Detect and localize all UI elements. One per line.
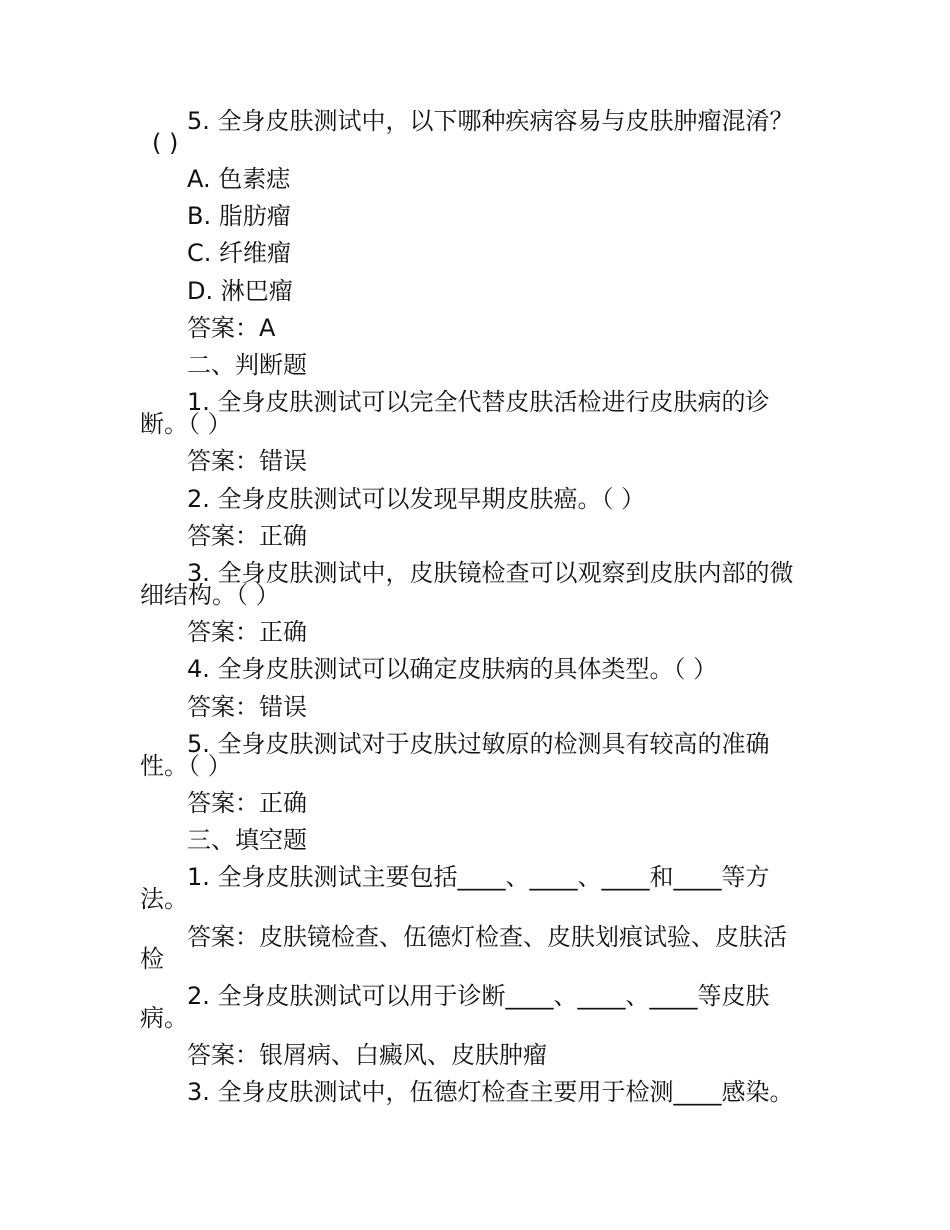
question-tf-5: 5. 全身皮肤测试对于皮肤过敏原的检测具有较高的准确 — [187, 730, 770, 758]
question-tf-2: 2. 全身皮肤测试可以发现早期皮肤癌。（ ） — [187, 485, 646, 513]
answer-fill-1: 答案：皮肤镜检查、伍德灯检查、皮肤划痕试验、皮肤活 — [187, 923, 787, 951]
option-c: C. 纤维瘤 — [187, 239, 292, 267]
answer-mc-5: 答案：A — [187, 314, 276, 342]
answer-tf-5: 答案：正确 — [187, 789, 307, 817]
question-tf-1: 1. 全身皮肤测试可以完全代替皮肤活检进行皮肤病的诊 — [187, 388, 770, 416]
section-heading-fill-in: 三、填空题 — [187, 826, 307, 854]
question-tf-4: 4. 全身皮肤测试可以确定皮肤病的具体类型。（ ） — [187, 655, 718, 683]
answer-tf-3: 答案：正确 — [187, 618, 307, 646]
section-heading-true-false: 二、判断题 — [187, 351, 307, 379]
question-tf-3: 3. 全身皮肤测试中，皮肤镜检查可以观察到皮肤内部的微 — [187, 559, 794, 587]
question-fill-1: 1. 全身皮肤测试主要包括____、____、____和____等方 — [187, 863, 770, 891]
answer-fill-2: 答案：银屑病、白癜风、皮肤肿瘤 — [187, 1041, 547, 1069]
question-fill-1-continued: 法。 — [140, 885, 188, 913]
answer-fill-1-continued: 检 — [140, 945, 164, 973]
option-a: A. 色素痣 — [187, 165, 291, 193]
question-fill-3: 3. 全身皮肤测试中，伍德灯检查主要用于检测____感染。 — [187, 1078, 794, 1106]
question-mc-5-bracket: ( ) — [152, 129, 179, 157]
question-fill-2: 2. 全身皮肤测试可以用于诊断____、____、____等皮肤 — [187, 982, 770, 1010]
option-d: D. 淋巴瘤 — [187, 277, 293, 305]
answer-tf-2: 答案：正确 — [187, 522, 307, 550]
option-b: B. 脂肪瘤 — [187, 202, 291, 230]
question-tf-1-continued: 断。（ ） — [140, 410, 232, 438]
question-mc-5: 5. 全身皮肤测试中，以下哪种疾病容易与皮肤肿瘤混淆？ — [187, 107, 794, 135]
answer-tf-1: 答案：错误 — [187, 447, 307, 475]
answer-tf-4: 答案：错误 — [187, 693, 307, 721]
question-tf-3-continued: 细结构。（ ） — [140, 581, 280, 609]
question-fill-2-continued: 病。 — [140, 1004, 188, 1032]
question-tf-5-continued: 性。（ ） — [140, 752, 232, 780]
